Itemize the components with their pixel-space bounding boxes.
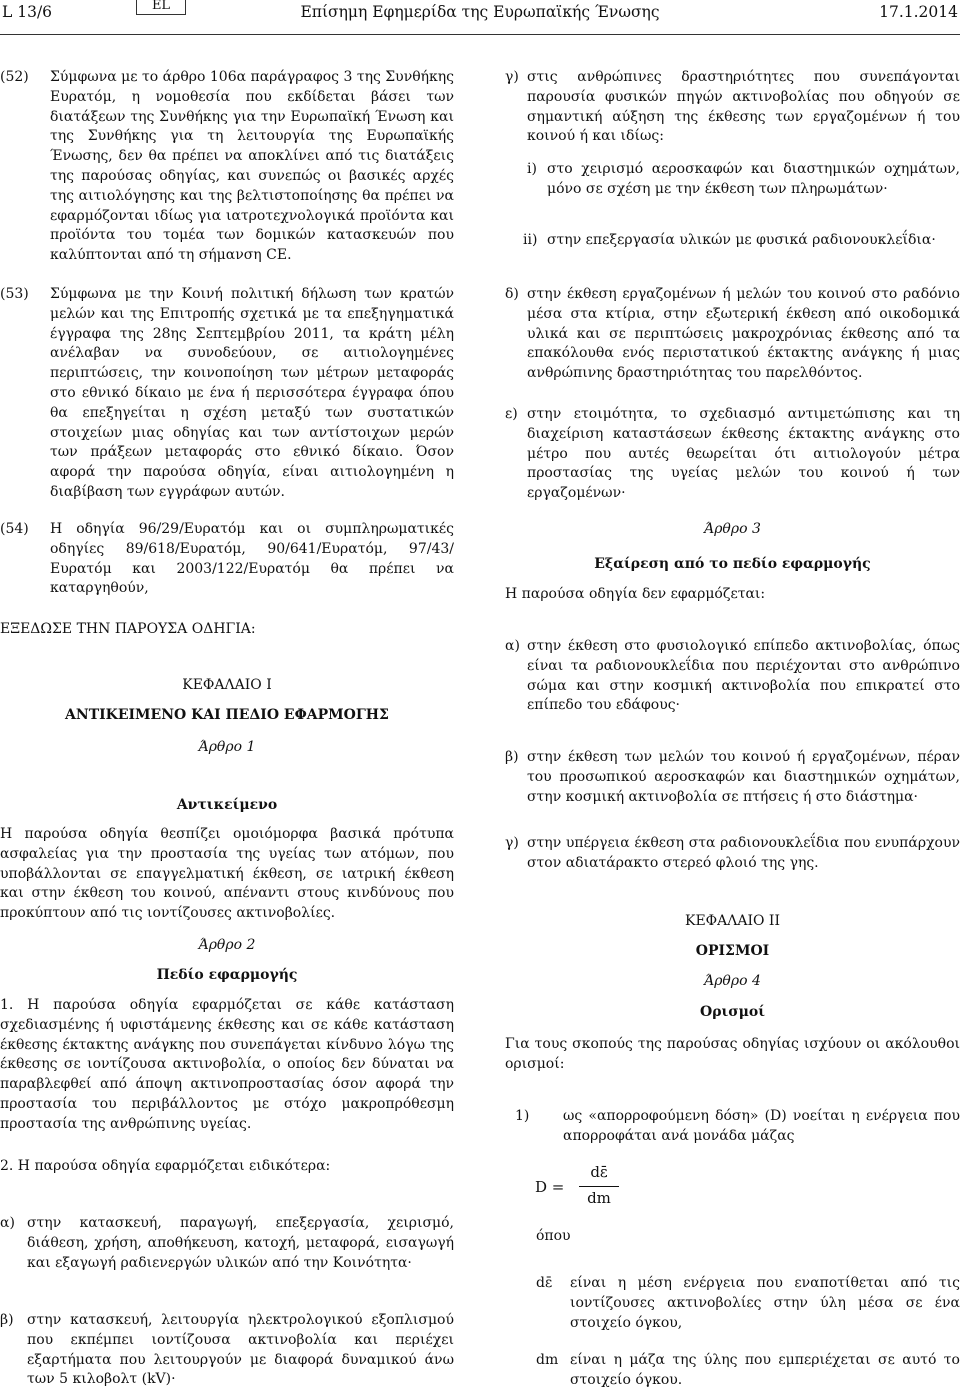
symbol-definition <box>505 1351 960 1393</box>
list-item <box>505 748 960 810</box>
list-item-text: στην κατασκευή, λειτουργία ηλεκτρολογικού εξοπλισμού που εκπέμπει ιοντίζουσα ακτινοβολία και περιέχει εξαρτήματα που λειτουργούν με διαφορά δυναμικού άνω των 5 κιλοβολτ (kV)· <box>27 1312 454 1388</box>
sub-list-item <box>505 231 960 253</box>
list-item <box>505 405 960 502</box>
list-item-label: δ) <box>505 286 519 302</box>
recital-text: Η οδηγία 96/29/Ευρατόμ και οι συμπληρωματικές οδηγίες 89/618/Ευρατόμ, 90/641/Ευρατόμ, 97/43/Ευρατόμ και 2003/122/Ευρατόμ θα πρέπει να καταργηθούν, <box>50 521 454 597</box>
fraction-bar <box>579 1186 619 1187</box>
symbol-definition <box>505 1274 960 1331</box>
formula-denominator: dm <box>587 1189 611 1207</box>
recital-53 <box>0 285 454 500</box>
symbol: dm <box>536 1352 559 1368</box>
chapter-title: ΟΡΙΣΜΟΙ <box>695 943 770 959</box>
symbol: dε̄ <box>536 1275 553 1291</box>
article-label: Άρθρο 2 <box>198 937 256 953</box>
recital-text: Σύμφωνα με την Κοινή πολιτική δήλωση των κρατών μελών και της Επιτροπής σχετικά με τα επεξηγηματικά έγγραφα της 28ης Σεπτεμβρίου 2011, τα κράτη μέλη ανέλαβαν να συνοδεύουν, σε αιτιολογημένες περιπτώσεις, την κοινοποίηση των μέτρων μεταφοράς στο εθνικό δίκαιο με ένα ή περισσότερα έγγραφα όπου θα επεξηγείται η σχέση μεταξύ των συστατικών στοιχείων μιας οδηγίας και των αντίστοιχων μερών των πράξεων μεταφοράς στο εθνικό δίκαιο. Όσον αφορά την παρούσα οδηγία, είναι αιτιολογημένη η διαβίβαση των εγγράφων αυτών. <box>50 286 454 500</box>
sub-list-item <box>505 160 960 202</box>
list-item-text: στην υπέργεια έκθεση στα ραδιονουκλεΐδια που ενυπάρχουν στον αδιατάρακτο στερεό φλοιό της γης. <box>527 835 960 871</box>
article-3-intro: Η παρούσα οδηγία δεν εφαρμόζεται: <box>505 586 766 602</box>
list-item-text: στο χειρισμό αεροσκαφών και διαστημικών οχημάτων, μόνο σε σχέση με την έκθεση των πληρωμάτων· <box>547 161 960 197</box>
list-item-label: i) <box>527 161 537 177</box>
article-2-paragraph-1: 1. Η παρούσα οδηγία εφαρμόζεται σε κάθε κατάσταση σχεδιασμένης ή υφιστάμενης έκθεσης και σε κάθε κατάσταση έκθεσης έκτακτης ανάγκης που συνεπάγεται κίνδυνο λόγω της έκθεσης σε ιοντίζουσα ακτινοβολία, ο οποίος δεν δύναται να παραβλεφθεί από άποψη ακτινοπροστασίας όσον αφορά την προστασία του περιβάλλοντος με στόχο μακροπρόθεσμη προστασία της ανθρώπινης υγείας. <box>0 997 454 1132</box>
recital-number: (54) <box>0 521 29 537</box>
formula-numerator: dε̄ <box>590 1163 608 1181</box>
list-item-text: στην έκθεση στο φυσιολογικό επίπεδο ακτινοβολίας, όπως είναι τα ραδιονουκλεΐδια που περιέχονται στο ανθρώπινο σώμα και στην κοσμική ακτινοβολία που επικρατεί στο επίπεδο του εδάφους· <box>527 638 960 714</box>
article-title: Ορισμοί <box>700 1004 765 1020</box>
list-item-text: στην επεξεργασία υλικών με φυσικά ραδιονουκλεΐδια· <box>547 232 936 248</box>
recital-number: (53) <box>0 286 29 302</box>
chapter-title: ΑΝΤΙΚΕΙΜΕΝΟ ΚΑΙ ΠΕΔΙΟ ΕΦΑΡΜΟΓΗΣ <box>65 707 389 723</box>
list-item-text: στην κατασκευή, παραγωγή, επεξεργασία, χειρισμό, διάθεση, χρήση, αποθήκευση, κατοχή, μεταφορά, εισαγωγή και εξαγωγή ραδιενεργών υλικών από την Κοινότητα· <box>27 1215 454 1271</box>
article-label: Άρθρο 4 <box>704 973 761 989</box>
list-item <box>505 834 960 876</box>
recital-text: Σύμφωνα με το άρθρο 106α παράγραφος 3 της Συνθήκης Ευρατόμ, η νομοθεσία που εκδίδεται βάσει των διατάξεων της Συνθήκης για την Ευρωπαϊκή Ένωση και της Συνθήκης για τη λειτουργία της Ευρωπαϊκής Ένωσης, δεν θα πρέπει να αποκλίνει από τις διατάξεις της παρούσας οδηγίας, και συνεπώς οι βασικές αρχές της αιτιολόγησης και της βελτιστοποίησης θα πρέπει να εφαρμόζονται ιδίως για ιατροτεχνολογικά προϊόντα και προϊόντα του τομέα των δομικών κατασκευών που καλύπτονται από τη σήμανση CE. <box>50 69 454 264</box>
recital-number: (52) <box>0 69 29 85</box>
header-rule <box>0 34 960 35</box>
article-label: Άρθρο 3 <box>704 521 761 537</box>
recital-54 <box>0 520 454 597</box>
formula-lhs: D = <box>535 1178 565 1196</box>
recital-52 <box>0 68 454 264</box>
list-item-label: α) <box>505 638 520 654</box>
list-item-text: ως «απορροφούμενη δόση» (D) νοείται η ενέργεια που απορροφάται ανά μονάδα μάζας <box>563 1108 960 1144</box>
list-item-text: στις ανθρώπινες δραστηριότητες που συνεπάγονται παρουσία φυσικών πηγών ακτινοβολίας που οδηγούν σε σημαντική αύξηση της έκθεσης των εργαζομένων ή του κοινού ή και ιδίως: <box>527 69 960 145</box>
list-item-text: στην έκθεση εργαζομένων ή μελών του κοινού στο ραδόνιο μέσα στα κτίρια, στην εξωτερική έκθεση από οικοδομικά υλικά και σε περιπτώσεις μακροχρόνιας έκθεσης από τα επακόλουθα ενός περιστατικού έκτακτης ανάγκης ή μιας ανθρώπινης δραστηριότητας του παρελθόντος. <box>527 286 960 382</box>
article-title: Εξαίρεση από το πεδίο εφαρμογής <box>594 556 871 572</box>
language-badge: EL <box>136 0 186 15</box>
list-item-label: ii) <box>523 232 538 248</box>
list-item-label: ε) <box>505 406 518 422</box>
publication-date: 17.1.2014 <box>879 3 958 21</box>
chapter-label: ΚΕΦΑΛΑΙΟ II <box>684 913 780 929</box>
list-item-label: α) <box>0 1215 15 1231</box>
journal-title: Επίσημη Εφημερίδα της Ευρωπαϊκής Ένωσης <box>300 3 660 21</box>
list-item-text: στην έκθεση των μελών του κοινού ή εργαζομένων, πέραν του προσωπικού αεροσκαφών και διαστημικών οχημάτων, στην κοσμική ακτινοβολία σε πτήσεις ή στο διάστημα· <box>527 749 960 805</box>
symbol-text: είναι η μάζα της ύλης που εμπεριέχεται σε αυτό το στοιχείο όγκου. <box>570 1352 960 1388</box>
list-item <box>0 1214 454 1274</box>
list-item-label: β) <box>505 749 519 765</box>
article-label: Άρθρο 1 <box>198 739 256 755</box>
list-item-text: στην ετοιμότητα, το σχεδιασμό αντιμετώπισης και τη διαχείριση καταστάσεων έκθεσης έκτακτης ανάγκης στο μέτρο που αυτές θεωρείται ότι αιτιολογούν μέτρα προστασίας της υγείας μελών του κοινού ή των εργαζομένων· <box>527 406 960 502</box>
list-item-label: 1) <box>515 1108 530 1124</box>
article-2-paragraph-2: 2. Η παρούσα οδηγία εφαρμόζεται ειδικότερα: <box>0 1158 331 1174</box>
article-title: Πεδίο εφαρμογής <box>156 967 298 983</box>
chapter-label: ΚΕΦΑΛΑΙΟ I <box>182 677 272 693</box>
list-item-label: γ) <box>505 69 519 85</box>
symbol-text: είναι η μέση ενέργεια που εναποτίθεται από τις ιοντίζουσες ακτινοβολίες στην ύλη μέσα σε ένα στοιχείο όγκου, <box>570 1275 960 1331</box>
list-item <box>505 285 960 385</box>
page-number: L 13/6 <box>2 3 53 21</box>
list-item-label: β) <box>0 1312 14 1328</box>
definition-item <box>505 1107 960 1149</box>
list-item-label: γ) <box>505 835 519 851</box>
article-title: Αντικείμενο <box>176 797 278 813</box>
list-item <box>505 68 960 145</box>
list-item <box>0 1311 454 1391</box>
absorbed-dose-formula <box>535 1163 655 1213</box>
article-4-intro: Για τους σκοπούς της παρούσας οδηγίας ισχύουν οι ακόλουθοι ορισμοί: <box>505 1036 960 1072</box>
adoption-formula: ΕΞΕΔΩΣΕ ΤΗΝ ΠΑΡΟΥΣΑ ΟΔΗΓΙΑ: <box>0 621 256 637</box>
article-1-text: Η παρούσα οδηγία θεσπίζει ομοιόμορφα βασικά πρότυπα ασφαλείας για την προστασία της υγείας των ατόμων, που υποβάλλονται σε επαγγελματική έκθεση, σε ιατρική έκθεση και στην έκθεση του κοινού, απέναντι στους κινδύνους που προκύπτουν από τις ιοντίζουσες ακτινοβολίες. <box>0 826 454 922</box>
page-header <box>0 0 960 24</box>
where-label: όπου <box>536 1228 571 1244</box>
list-item <box>505 637 960 717</box>
